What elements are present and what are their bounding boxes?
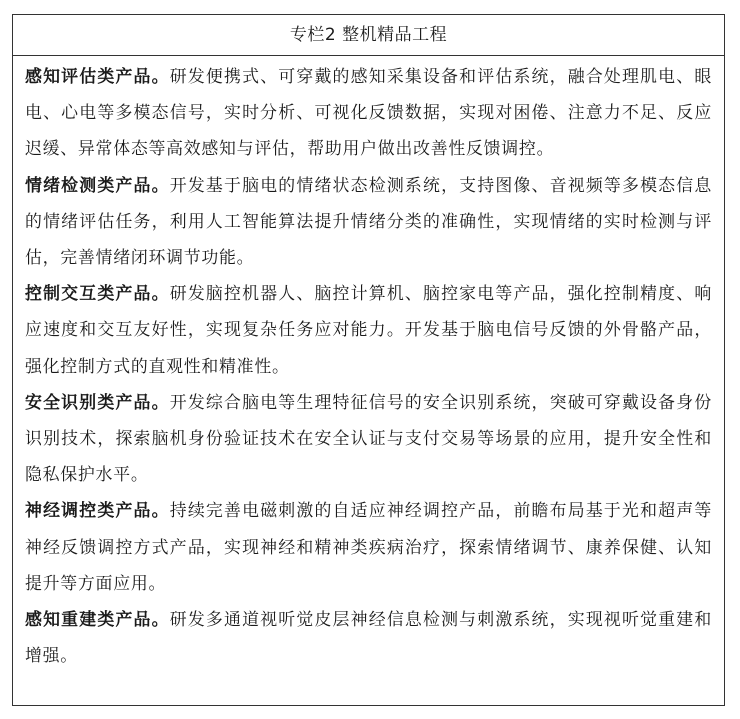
paragraph-neuromodulation (25, 492, 712, 601)
column-title: 专栏2 整机精品工程 (13, 15, 724, 56)
paragraph-perception-reconstruction (25, 601, 712, 673)
paragraph-security-identification (25, 384, 712, 493)
paragraph-heading: 安全识别类产品。 (25, 391, 170, 412)
paragraph-text: 研发便携式、可穿戴的感知采集设备和评估系统，融合处理肌电、眼电、心电等多模态信号，实时分析、可视化反馈数据，实现对困倦、注意力不足、反应迟缓、异常体态等高效感知与评估，帮助用户做出改善性反馈调控。 (25, 66, 713, 159)
paragraph-text: 研发多通道视听觉皮层神经信息检测与刺激系统，实现视听觉重建和增强。 (25, 609, 713, 666)
paragraph-heading: 感知重建类产品。 (25, 609, 170, 630)
paragraph-heading: 神经调控类产品。 (25, 500, 170, 521)
paragraph-text: 开发综合脑电等生理特征信号的安全识别系统，突破可穿戴设备身份识别技术，探索脑机身份验证技术在安全认证与支付交易等场景的应用，提升安全性和隐私保护水平。 (25, 391, 713, 485)
column-box (12, 14, 725, 706)
paragraph-perception-assessment (25, 58, 712, 167)
paragraph-text: 持续完善电磁刺激的自适应神经调控产品，前瞻布局基于光和超声等神经反馈调控方式产品，实现神经和精神类疾病治疗，探索情绪调节、康养保健、认知提升等方面应用。 (25, 500, 713, 593)
column-body (13, 56, 724, 673)
paragraph-heading: 控制交互类产品。 (25, 283, 170, 304)
paragraph-heading: 感知评估类产品。 (25, 66, 170, 86)
paragraph-heading: 情绪检测类产品。 (25, 174, 170, 195)
paragraph-emotion-detection (25, 167, 712, 276)
paragraph-text: 研发脑控机器人、脑控计算机、脑控家电等产品，强化控制精度、响应速度和交互友好性，实现复杂任务应对能力。开发基于脑电信号反馈的外骨骼产品，强化控制方式的直观性和精准性。 (25, 283, 713, 376)
paragraph-text: 开发基于脑电的情绪状态检测系统，支持图像、音视频等多模态信息的情绪评估任务，利用人工智能算法提升情绪分类的准确性，实现情绪的实时检测与评估，完善情绪闭环调节功能。 (25, 174, 713, 268)
paragraph-control-interaction (25, 275, 712, 384)
